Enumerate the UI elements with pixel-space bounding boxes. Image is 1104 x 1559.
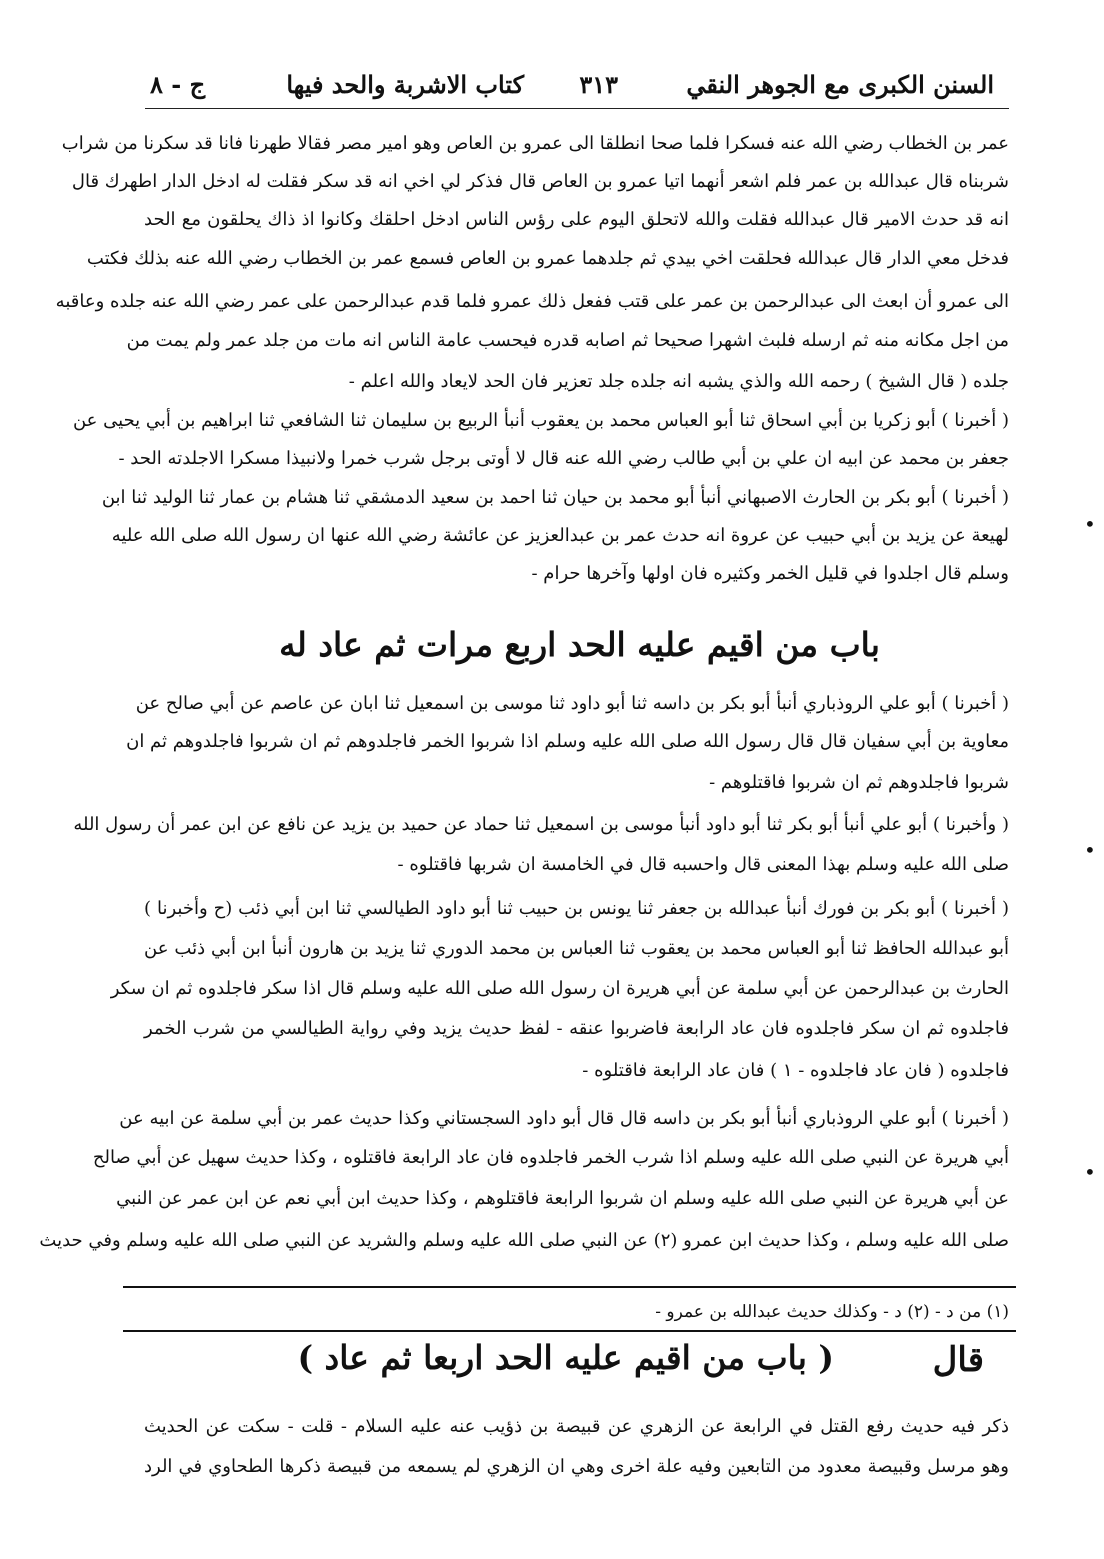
text-line: الحارث بن عبدالرحمن عن أبي سلمة عن أبي هريرة ان رسول الله صلى الله عليه وسلم قال اذا سكر فاجلدوه ثم ان سكر bbox=[110, 978, 1009, 999]
commentary-line: وهو مرسل وقبيصة معدود من التابعين وفيه علة اخرى وهي ان الزهري لم يسمعه من قبيصة ذكرها الطحاوي في الرد bbox=[144, 1456, 1009, 1477]
main-text-rule bbox=[123, 1286, 1016, 1288]
margin-dot-icon: • bbox=[1084, 1160, 1096, 1184]
text-line: ( أخبرنا ) أبو بكر بن فورك أنبأ عبدالله بن جعفر ثنا يونس بن حبيب ثنا أبو داود الطيالسي ثنا ابن أبي ذئب (ح وأخبرنا ) bbox=[144, 898, 1009, 919]
footnote: (١) من د - (٢) د - وكذلك حديث عبدالله بن عمرو - bbox=[655, 1302, 1009, 1322]
text-line: انه قد حدث الامير قال عبدالله فقلت والله لاتحلق اليوم على رؤس الناس ادخل احلقك وكانوا اذ ذاك يحلقون مع الحد bbox=[144, 209, 1009, 230]
footnote-rule bbox=[123, 1330, 1016, 1332]
chapter-heading: باب من اقيم عليه الحد اربع مرات ثم عاد له bbox=[279, 625, 880, 664]
text-line: جلده ( قال الشيخ ) رحمه الله والذي يشبه انه جلده جلد تعزير فان الحد لايعاد والله اعلم - bbox=[348, 371, 1009, 392]
text-line: فاجلدوه ( فان عاد فاجلدوه - ١ ) فان عاد الرابعة فاقتلوه - bbox=[582, 1060, 1009, 1081]
text-line: شربوا فاجلدوهم ثم ان شربوا فاقتلوهم - bbox=[709, 772, 1009, 793]
commentary-label: قال bbox=[932, 1340, 984, 1380]
text-line: شربناه قال عبدالله بن عمر فلم اشعر أنهما اتيا عمرو بن العاص قال فذكر لي اخي انه قد سكر فقلت له ادخل الدار اطهرك قال bbox=[71, 171, 1009, 192]
text-line: لهيعة عن يزيد بن أبي حبيب عن عروة انه حدث عمر بن عبدالعزيز عن عائشة رضي الله عنها ان رسول الله صلى الله عليه bbox=[111, 525, 1009, 546]
text-line: فاجلدوه ثم ان سكر فاجلدوه فان عاد الرابعة فاضربوا عنقه - لفظ حديث يزيد وفي رواية الطيالسي من شرب الخمر bbox=[144, 1018, 1009, 1039]
text-line: ( أخبرنا ) أبو علي الروذباري أنبأ أبو بكر بن داسه ثنا أبو داود ثنا موسى بن اسمعيل ثنا ابان عن عاصم عن أبي صالح عن bbox=[135, 693, 1009, 714]
text-line: وسلم قال اجلدوا في قليل الخمر وكثيره فان اولها وآخرها حرام - bbox=[531, 563, 1009, 584]
commentary-heading: ( باب من اقيم عليه الحد اربعا ثم عاد ) bbox=[297, 1338, 834, 1377]
book-title: السنن الكبرى مع الجوهر النقي bbox=[686, 70, 994, 99]
text-line: فدخل معي الدار قال عبدالله فحلقت اخي بيدي ثم جلدهما عمرو بن العاص فسمع عمر بن الخطاب رضي الله عنه بذلك فكتب bbox=[86, 248, 1009, 269]
header-rule bbox=[145, 108, 1009, 109]
text-line: ( أخبرنا ) أبو علي الروذباري أنبأ أبو بكر بن داسه قال قال أبو داود السجستاني وكذا حديث عمر بن أبي سلمة عن ابيه عن bbox=[119, 1108, 1009, 1129]
text-line: عن أبي هريرة عن النبي صلى الله عليه وسلم ان شربوا الرابعة فاقتلوهم ، وكذا حديث ابن أبي نعم عن ابن عمر عن النبي bbox=[116, 1188, 1009, 1209]
text-line: الى عمرو أن ابعث الى عبدالرحمن بن عمر على قتب ففعل ذلك عمرو فلما قدم عبدالرحمن على عمر رضي الله عنه جلده وعاقبه bbox=[55, 291, 1009, 312]
text-line: صلى الله عليه وسلم بهذا المعنى قال واحسبه قال في الخامسة ان شربها فاقتلوه - bbox=[397, 854, 1009, 875]
text-line: أبي هريرة عن النبي صلى الله عليه وسلم اذا شرب الخمر فاجلدوه فان عاد الرابعة فاقتلوه ، وكذا حديث سهيل عن أبي صالح bbox=[92, 1147, 1009, 1168]
text-line: ( أخبرنا ) أبو بكر بن الحارث الاصبهاني أنبأ أبو محمد بن حيان ثنا احمد بن سعيد الدمشقي ثنا هشام بن عمار ثنا الوليد ثنا ابن bbox=[101, 487, 1009, 508]
running-header bbox=[150, 62, 994, 106]
text-line: أبو عبدالله الحافظ ثنا أبو العباس محمد بن يعقوب ثنا العباس بن محمد الدوري ثنا يزيد بن هارون أنبأ ابن أبي ذئب عن bbox=[144, 938, 1009, 959]
margin-dot-icon: • bbox=[1084, 512, 1096, 536]
text-line: صلى الله عليه وسلم ، وكذا حديث ابن عمرو (٢) عن النبي صلى الله عليه وسلم والشريد عن النبي صلى الله عليه وسلم وفي حديث bbox=[39, 1230, 1009, 1251]
commentary-line: ذكر فيه حديث رفع القتل في الرابعة عن الزهري عن قبيصة بن ذؤيب عنه عليه السلام - قلت - سكت عن الحديث bbox=[144, 1416, 1009, 1437]
text-line: ( أخبرنا ) أبو زكريا بن أبي اسحاق ثنا أبو العباس محمد بن يعقوب أنبأ الربيع بن سليمان ثنا الشافعي ثنا ابراهيم بن أبي يحيى عن bbox=[72, 410, 1009, 431]
text-line: ( وأخبرنا ) أبو علي أنبأ أبو بكر ثنا أبو داود أنبأ موسى بن اسمعيل ثنا حماد عن حميد بن يزيد عن نافع عن ابن عمر أن رسول الله bbox=[73, 814, 1009, 835]
margin-dot-icon: • bbox=[1084, 838, 1096, 862]
text-line: جعفر بن محمد عن ابيه ان علي بن أبي طالب رضي الله عنه قال لا أوتى برجل شرب خمرا ولانبيذا مسكرا الاجلدته الحد - bbox=[118, 448, 1009, 469]
section-title: كتاب الاشربة والحد فيها bbox=[286, 70, 524, 99]
volume-number: ج - ٨ bbox=[150, 70, 206, 99]
text-line: معاوية بن أبي سفيان قال قال رسول الله صلى الله عليه وسلم اذا شربوا الخمر فاجلدوهم ثم ان شربوا فاجلدوهم ثم ان bbox=[126, 731, 1009, 752]
page-number: ٣١٣ bbox=[579, 70, 618, 99]
text-line: من اجل مكانه منه ثم ارسله فلبث اشهرا صحيحا ثم اصابه قدره فيحسب عامة الناس انه مات من جلد عمر ولم يمت من bbox=[126, 330, 1009, 351]
text-line: عمر بن الخطاب رضي الله عنه فسكرا فلما صحا انطلقا الى عمرو بن العاص وهو امير مصر فقالا طهرنا فانا قد سكرنا من شراب bbox=[61, 133, 1009, 154]
